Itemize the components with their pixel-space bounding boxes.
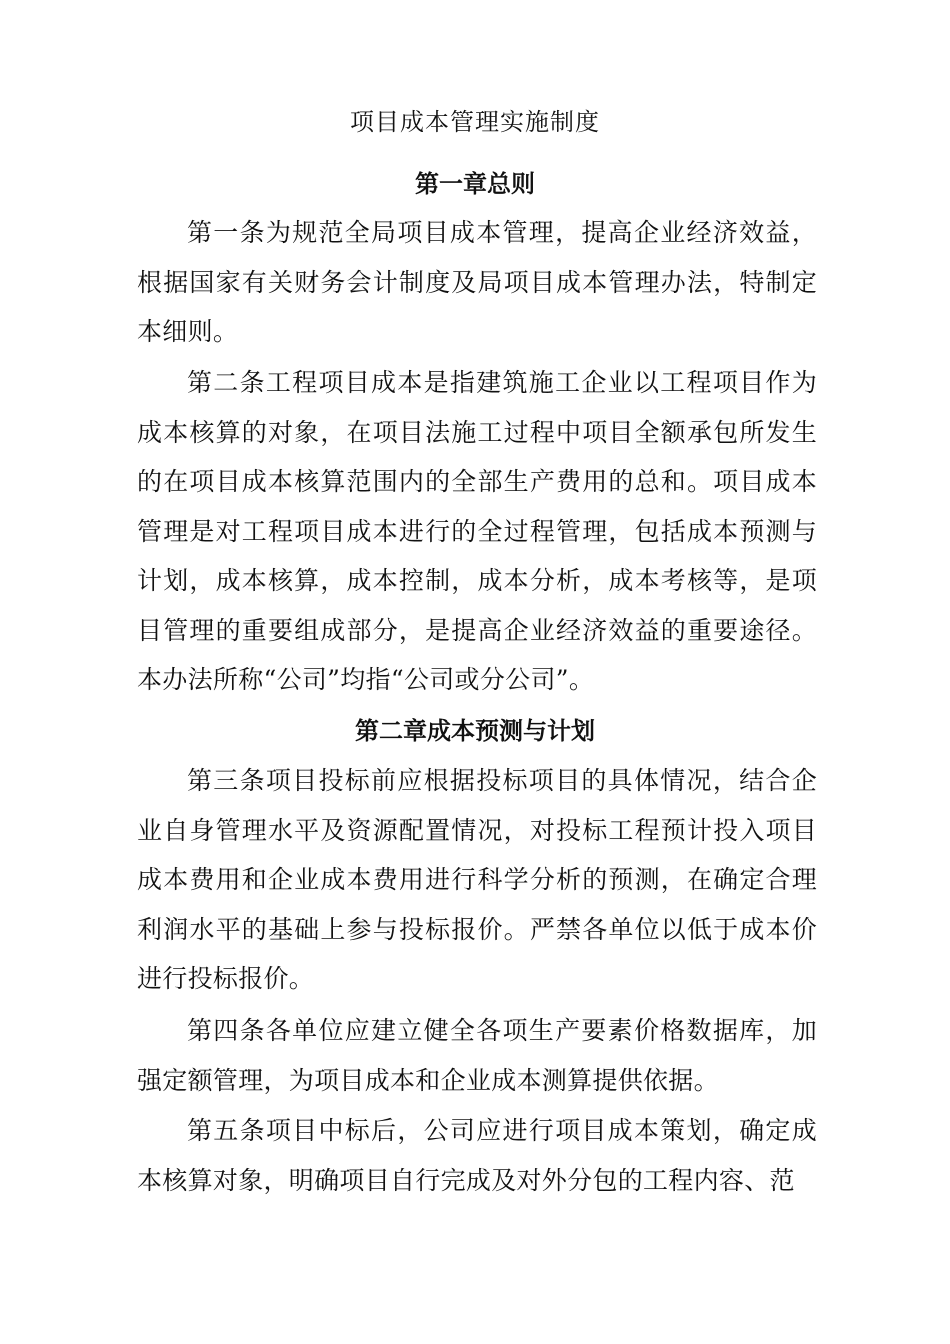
article-1-paragraph: 第一条为规范全局项目成本管理，提高企业经济效益，根据国家有关财务会计制度及局项目成本管理办法，特制定本细则。: [137, 218, 817, 346]
chapter-2-heading: 第二章成本预测与计划: [355, 717, 595, 745]
document-title: 项目成本管理实施制度: [350, 108, 600, 136]
article-3-paragraph: 第三条项目投标前应根据投标项目的具体情况，结合企业自身管理水平及资源配置情况，对投标工程预计投入项目成本费用和企业成本费用进行科学分析的预测，在确定合理利润水平的基础上参与投标报价。严禁各单位以低于成本价进行投标报价。: [137, 766, 817, 993]
chapter-1-heading: 第一章总则: [415, 170, 535, 198]
article-4-paragraph: 第四条各单位应建立健全各项生产要素价格数据库，加强定额管理，为项目成本和企业成本测算提供依据。: [137, 1016, 817, 1095]
article-5-paragraph: 第五条项目中标后，公司应进行项目成本策划，确定成本核算对象，明确项目自行完成及对外分包的工程内容、范: [137, 1116, 817, 1195]
article-2-paragraph: 第二条工程项目成本是指建筑施工企业以工程项目作为成本核算的对象，在项目法施工过程中项目全额承包所发生的在项目成本核算范围内的全部生产费用的总和。项目成本管理是对工程项目成本进行的全过程管理，包括成本预测与计划，成本核算，成本控制，成本分析，成本考核等，是项目管理的重要组成部分，是提高企业经济效益的重要途径。本办法所称“公司”均指“公司或分公司”。: [137, 368, 817, 694]
